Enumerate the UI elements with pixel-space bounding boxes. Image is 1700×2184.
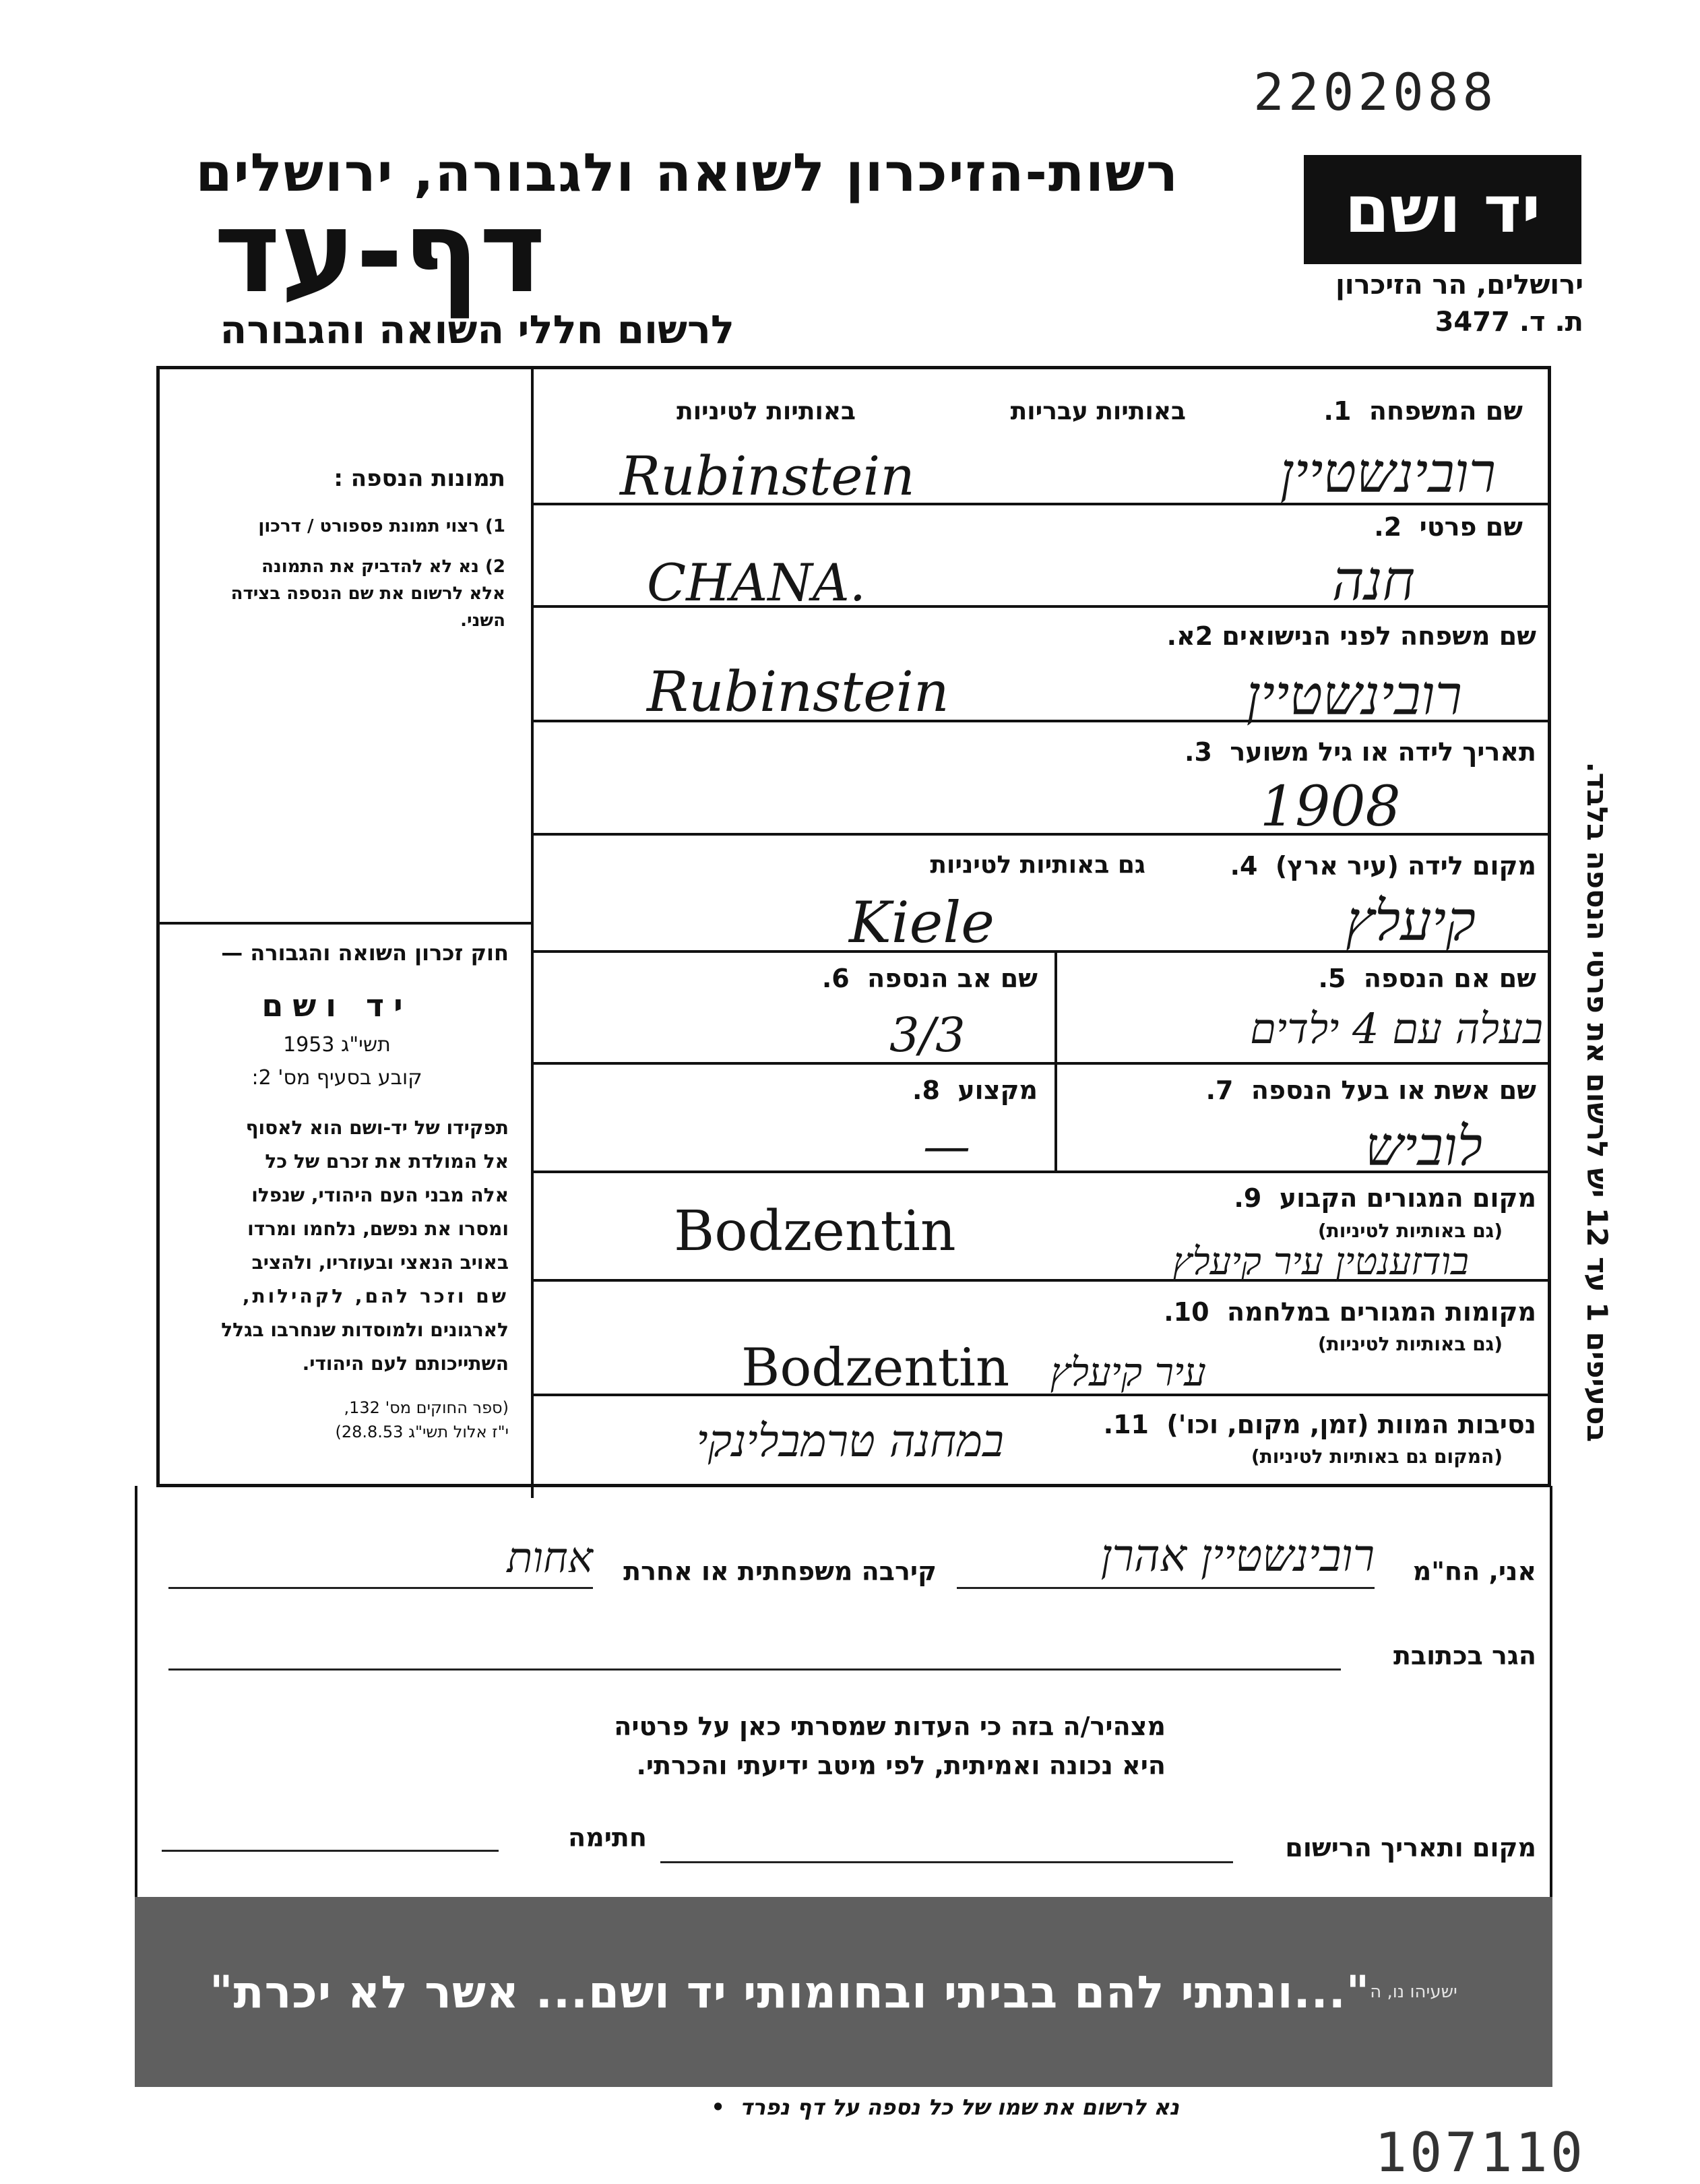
signature-label: חתימה bbox=[568, 1823, 647, 1852]
family-name-latin: Rubinstein bbox=[620, 445, 915, 507]
father-name: 3/3 bbox=[889, 1007, 966, 1063]
birth-year: 1908 bbox=[1260, 775, 1401, 839]
law-text-line: באויב הנאצי ובעוזריו, ולהציב bbox=[251, 1251, 509, 1274]
first-name-hebrew: חנה bbox=[1331, 549, 1415, 613]
banner-quote: "...ונתתי להם בביתי ובחומותי יד ושם... אשר לא יכרת" bbox=[210, 1966, 1371, 2018]
permanent-residence-hebrew: בודזענטין עיר קיעלץ bbox=[1172, 1240, 1469, 1284]
mother-name: בעלה עם 4 ילדים bbox=[1250, 1004, 1543, 1053]
declarant-name: רובינשטיין אהרן bbox=[1100, 1530, 1375, 1582]
law-text-line: אל המולדת את זכרם של כל bbox=[265, 1150, 509, 1173]
law-box bbox=[165, 940, 509, 1441]
form-title: דף-עד bbox=[214, 186, 546, 318]
field-4-latin-note: גם באותיות לטיניות bbox=[930, 851, 1145, 879]
field-7-label: שם אשת או בעל הנספה 7. bbox=[1205, 1075, 1536, 1105]
bottom-number: 107110 bbox=[1375, 2121, 1585, 2184]
field-3-label: תאריך לידה או גיל משוער 3. bbox=[1185, 737, 1536, 767]
law-clause: קובע בסעיף מס' 2: bbox=[251, 1066, 422, 1090]
field-1-hebrew-column: באותיות עבריות bbox=[1010, 398, 1186, 425]
maiden-name-latin: Rubinstein bbox=[647, 660, 949, 724]
field-5-label: שם אם הנספה 5. bbox=[1318, 964, 1536, 993]
place-date-line bbox=[660, 1861, 1233, 1863]
spouse-name: לוביש bbox=[1364, 1115, 1482, 1178]
field-10-label: מקומות המגורים במלחמה 10. bbox=[1164, 1297, 1536, 1327]
photo-instruction-1: 1) רצוי תמונת פספורט / דרכון bbox=[258, 516, 505, 536]
logo-text: יד ושם bbox=[1344, 172, 1541, 247]
declaration-statement-2: היא נכונה ואמיתית, לפי מיטב ידיעתי והכרתי. bbox=[636, 1751, 1166, 1780]
circumstances-of-death: במחנה טרמבלינקי bbox=[696, 1415, 1004, 1467]
field-4-label: מקום לידה (עיר ארץ) 4. bbox=[1230, 851, 1536, 881]
birthplace-hebrew: קיעלץ bbox=[1346, 890, 1476, 954]
yad-vashem-logo bbox=[1304, 155, 1581, 264]
wartime-residence-hebrew: עיר קיעלץ bbox=[1050, 1349, 1206, 1395]
first-name-latin: CHANA. bbox=[647, 553, 866, 613]
footer-note: נא לרשום את שמו של כל נספה על דף נפרד • bbox=[711, 2094, 1179, 2120]
field-8-label: מקצוע 8. bbox=[912, 1075, 1038, 1105]
law-source-2: י"ז אלול תשי"ג 28.8.53) bbox=[335, 1423, 509, 1441]
declarant-name-line bbox=[957, 1587, 1375, 1589]
photo-instruction-2a: 2) נא לא להדביק את התמונה bbox=[261, 557, 505, 577]
photo-instruction-2b: אלא לרשום את שם הנספה בצידה bbox=[230, 584, 505, 604]
field-10-note: (גם באותיות לטיניות) bbox=[1317, 1333, 1503, 1355]
law-source-1: (ספר החוקים מס' 132, bbox=[344, 1398, 509, 1417]
photo-box-title: תמונות הנספה : bbox=[334, 465, 505, 492]
authority-heading: רשות-הזיכרון לשואה ולגבורה, ירושלים bbox=[195, 143, 1179, 204]
birthplace-latin: Kiele bbox=[849, 890, 995, 956]
law-name: יד ושם bbox=[261, 987, 412, 1024]
field-6-label: שם אב הנספה 6. bbox=[821, 964, 1038, 993]
law-text-line: לארגונים ולמוסדות שנחרבו בגלל bbox=[221, 1319, 509, 1341]
column-divider bbox=[531, 366, 534, 1498]
field-11-note: (המקום גם באותיות לטיניות) bbox=[1251, 1445, 1503, 1468]
address-line-2: ת. ד. 3477 bbox=[1435, 307, 1583, 338]
form-subtitle: לרשום חללי השואה והגבורה bbox=[220, 307, 734, 352]
law-text-line: שם וזכר להם, לקהילות, bbox=[242, 1285, 509, 1307]
field-5-6-divider bbox=[1054, 950, 1057, 1173]
place-date-label: מקום ותאריך הרישום bbox=[1285, 1833, 1536, 1863]
law-year: תשי"ג 1953 bbox=[283, 1033, 391, 1057]
law-title: חוק זכרון השואה והגבורה — bbox=[221, 940, 509, 966]
side-note: בסעיפים 1 עד 12 יש לרשום את פרטי הנספה בלבד. bbox=[1581, 761, 1614, 1442]
declaration-statement-1: מצהיר/ה בזה כי העדות שמסרתי כאן על פרטיה bbox=[614, 1712, 1166, 1741]
declarant-label: אני, הח"מ bbox=[1412, 1557, 1536, 1586]
relation-label: קירבה משפחתית או אחרת bbox=[623, 1557, 937, 1586]
field-2a-label: שם משפחה לפני הנישואים 2א. bbox=[1166, 621, 1536, 651]
field-2-label: שם פרטי 2. bbox=[1374, 512, 1523, 542]
lower-frame-left bbox=[135, 1486, 137, 1897]
field-1-label: שם המשפחה 1. bbox=[1323, 396, 1523, 426]
relation-value: אחות bbox=[507, 1533, 593, 1582]
address-line-1: ירושלים, הר הזיכרון bbox=[1335, 270, 1583, 301]
row-divider bbox=[532, 1062, 1551, 1065]
banner-source: ישעיהו נו, ה bbox=[1370, 1982, 1457, 2002]
photo-box bbox=[168, 465, 505, 631]
law-text-line: אלה מבני העם היהודי, שנפלו bbox=[251, 1184, 509, 1206]
photo-instruction-2c: השני. bbox=[460, 611, 505, 631]
law-text-line: השתייכותם לעם היהודי. bbox=[302, 1352, 509, 1375]
address-label: הגר בכתובת bbox=[1393, 1641, 1536, 1671]
lower-frame-right bbox=[1550, 1486, 1552, 1897]
left-box-divider bbox=[156, 922, 532, 925]
law-text-line: תפקידו של יד-ושם הוא לאסוף bbox=[245, 1117, 509, 1139]
field-9-label: מקום המגורים הקבוע 9. bbox=[1234, 1183, 1536, 1213]
field-9-note: (גם באותיות לטיניות) bbox=[1317, 1220, 1503, 1242]
field-1-latin-column: באותיות לטיניות bbox=[676, 398, 856, 425]
address-line bbox=[168, 1668, 1341, 1671]
document-number: 2202088 bbox=[1253, 62, 1498, 122]
signature-line bbox=[162, 1850, 499, 1852]
law-text-line: ומסרו את נפשם, נלחמו ומרדו bbox=[247, 1218, 509, 1240]
profession: — bbox=[923, 1119, 970, 1174]
family-name-hebrew: רובינשטיין bbox=[1280, 441, 1496, 505]
field-11-label: נסיבות המוות (זמן, מקום, וכו') 11. bbox=[1103, 1410, 1536, 1439]
quote-banner bbox=[135, 1897, 1552, 2087]
wartime-residence-latin: Bodzentin bbox=[741, 1338, 1010, 1398]
relation-line bbox=[168, 1587, 593, 1589]
permanent-residence-latin: Bodzentin bbox=[674, 1199, 956, 1263]
maiden-name-hebrew: רובינשטיין bbox=[1246, 664, 1462, 728]
